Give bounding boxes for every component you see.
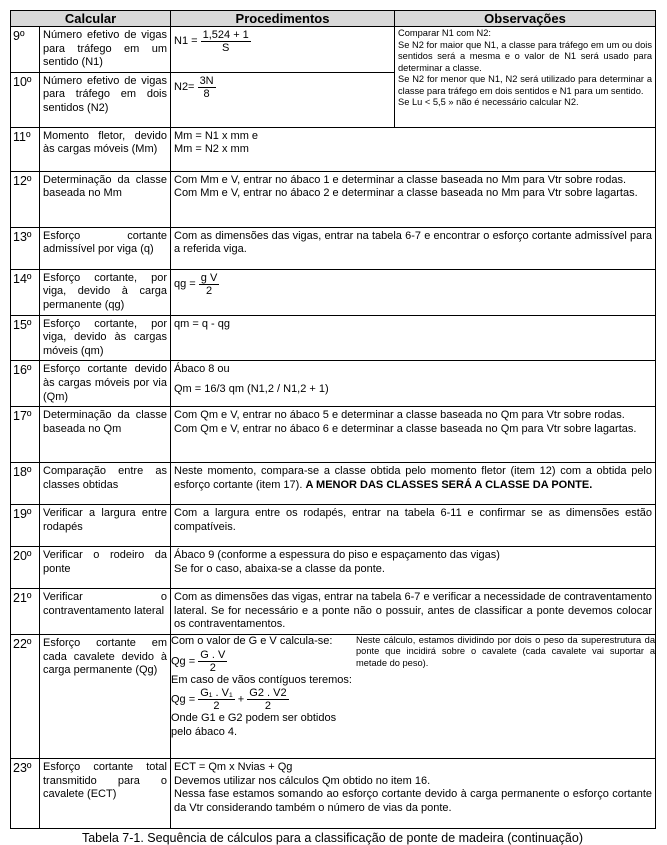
row-number: 10º [11, 72, 40, 127]
denominator: 2 [264, 700, 271, 713]
equation [174, 29, 251, 54]
calc-cell: Esforço cortante admissível por viga (q) [40, 227, 171, 269]
obs-cell [395, 27, 656, 128]
denominator: 2 [213, 700, 220, 713]
table-row [11, 758, 656, 828]
proc-cell [171, 634, 656, 758]
numerator: g V [200, 271, 218, 284]
proc-cell [171, 407, 656, 463]
proc-cell: Com as dimensões das vigas, entrar na tabela 6-7 e encontrar o esforço cortante admissível para a referida viga. [171, 227, 656, 269]
proc-cell [171, 547, 656, 589]
table-row [11, 269, 656, 315]
proc-cell [171, 269, 656, 315]
table-row [11, 463, 656, 505]
document-page [10, 10, 655, 845]
numerator: 3N [199, 74, 214, 87]
table-row [11, 127, 656, 171]
proc-cell: Com as dimensões das vigas, entrar na tabela 6-7 e verificar a necessidade de contraventamento lateral. Se for necessário e a ponte não o possuir, antes de classificar a ponte devemos colocar os contraventamentos. [171, 589, 656, 635]
numerator: G2 . V2 [249, 687, 287, 700]
proc-emphasis: A MENOR DAS CLASSES SERÁ A CLASSE DA PONTE. [305, 478, 593, 491]
calc-cell: Número efetivo de vigas para tráfego em dois sentidos (N2) [40, 72, 171, 127]
table-row [11, 27, 656, 73]
proc-line: Devemos utilizar nos cálculos Qm obtido no item 16. [174, 774, 431, 787]
calc-cell: Comparação entre as classes obtidas [40, 463, 171, 505]
calc-cell: Verificar o rodeiro da ponte [40, 547, 171, 589]
proc-cell: qm = q - qg [171, 315, 656, 361]
proc-cell [171, 127, 656, 171]
calc-cell: Esforço cortante total transmitido para o cavalete (ECT) [40, 758, 171, 828]
denominator: 8 [203, 87, 210, 100]
proc-line: Com Mm e V, entrar no ábaco 1 e determinar a classe baseada no Mm para Vtr sobre rodas. [174, 173, 627, 186]
numerator: G . V [200, 648, 226, 661]
obs-line: Se N2 for menor que N1, N2 será utilizado para determinar a classe para tráfego em dois sentidos e N1 para um sentido. [398, 74, 652, 96]
calc-cell: Verificar o contraventamento lateral [40, 589, 171, 635]
header-calcular: Calcular [11, 11, 171, 27]
header-procedimentos: Procedimentos [171, 11, 395, 27]
table-row [11, 547, 656, 589]
fraction [199, 272, 220, 297]
eq-lhs: N1 = [174, 35, 198, 48]
proc-line: Com Qm e V, entrar no ábaco 5 e determinar a classe baseada no Qm para Vtr sobre rodas. [174, 409, 625, 422]
proc-cell [171, 361, 656, 407]
numerator: 1,524 + 1 [202, 29, 249, 41]
eq-lhs: Qg = [171, 693, 196, 706]
row-number: 23º [11, 758, 40, 828]
header-observacoes: Observações [395, 11, 656, 27]
proc-line: Mm = N1 x mm e [174, 129, 259, 142]
table-header-row [11, 11, 656, 27]
numerator: G₁ . V₁ [200, 687, 233, 700]
proc-line: Nessa fase estamos somando ao esforço cortante devido à carga permanente o esforço cortante da Vtr considerando também o número de vias da ponte. [174, 788, 652, 814]
obs-line: Se Lu < 5,5 » não é necessário calcular N2. [398, 97, 579, 107]
table-row [11, 407, 656, 463]
fraction [198, 687, 234, 712]
proc-line: Se for o caso, abaixa-se a classe da ponte. [174, 562, 385, 575]
denominator: 2 [209, 661, 216, 674]
row-number: 19º [11, 505, 40, 547]
row-number: 21º [11, 589, 40, 635]
row-number: 18º [11, 463, 40, 505]
obs-line: Se N2 for maior que N1, a classe para tráfego em um ou dois sentidos será a mesma e o valor de N1 será usado para determinar a classe. [398, 39, 652, 73]
proc-cell [171, 72, 395, 127]
calc-cell: Verificar a largura entre rodapés [40, 505, 171, 547]
proc-left [171, 635, 356, 739]
equation [174, 74, 216, 100]
proc-line: ECT = Qm x Nvias + Qg [174, 760, 293, 773]
table-row [11, 634, 656, 758]
table-row [11, 505, 656, 547]
table-row [11, 227, 656, 269]
proc-cell [171, 758, 656, 828]
table-row [11, 315, 656, 361]
row-number: 15º [11, 315, 40, 361]
proc-line: Ábaco 9 (conforme a espessura do piso e espaçamento das vigas) [174, 549, 500, 562]
proc-cell [171, 27, 395, 73]
denominator: 2 [205, 284, 213, 297]
fraction [198, 649, 227, 674]
calc-cell: Esforço cortante devido às cargas móveis por via (Qm) [40, 361, 171, 407]
table-caption: Tabela 7-1. Sequência de cálculos para a classificação de ponte de madeira (continuação) [81, 830, 583, 845]
row-number: 13º [11, 227, 40, 269]
table-row [11, 361, 656, 407]
proc-line: Com Mm e V, entrar no ábaco 2 e determinar a classe baseada no Mm para Vtr sobre lagartas. [174, 187, 638, 200]
eq-lhs: Qg = [171, 654, 196, 667]
equation [171, 649, 356, 674]
calc-cell: Esforço cortante, por viga, devido às cargas móveis (qm) [40, 315, 171, 361]
row-number: 9º [11, 27, 40, 73]
calc-cell: Esforço cortante, por viga, devido à carga permanente (qg) [40, 269, 171, 315]
calc-cell: Esforço cortante em cada cavalete devido à carga permanente (Qg) [40, 634, 171, 758]
eq-lhs: qg = [174, 278, 196, 291]
proc-line: Com o valor de G e V calcula-se: [171, 634, 333, 647]
row-number: 17º [11, 407, 40, 463]
obs-line: Comparar N1 com N2: [398, 28, 491, 38]
obs-cell: Neste cálculo, estamos dividindo por dois o peso da superestrutura da ponte que incidirá sobre o cavalete (cada cavalete vai suportar a metade do peso). [356, 634, 655, 668]
row-number: 12º [11, 171, 40, 227]
denominator: S [222, 42, 230, 54]
proc-line: Qm = 16/3 qm (N1,2 / N1,2 + 1) [174, 382, 329, 395]
fraction [247, 687, 288, 712]
calc-cell: Determinação da classe baseada no Qm [40, 407, 171, 463]
eq-lhs: N2= [174, 81, 195, 94]
split-cell [171, 635, 655, 739]
table-row [11, 589, 656, 635]
table-row [11, 171, 656, 227]
equation [174, 271, 219, 297]
proc-line: Em caso de vãos contíguos teremos: [171, 673, 352, 686]
proc-cell [171, 171, 656, 227]
row-number: 20º [11, 547, 40, 589]
fraction [201, 29, 251, 54]
fraction [198, 75, 216, 100]
row-number: 16º [11, 361, 40, 407]
row-number: 22º [11, 634, 40, 758]
calculation-table [10, 10, 656, 829]
proc-cell [171, 463, 656, 505]
proc-line: Ábaco 8 ou [174, 363, 230, 376]
calc-cell: Determinação da classe baseada no Mm [40, 171, 171, 227]
proc-line: Mm = N2 x mm [174, 143, 249, 156]
calc-cell: Momento fletor, devido às cargas móveis (Mm) [40, 127, 171, 171]
proc-line: Com Qm e V, entrar no ábaco 6 e determinar a classe baseada no Qm para Vtr sobre lagartas. [174, 422, 637, 435]
row-number: 14º [11, 269, 40, 315]
calc-cell: Número efetivo de vigas para tráfego em um sentido (N1) [40, 27, 171, 73]
proc-line: Onde G1 e G2 podem ser obtidos pelo ábaco 4. [171, 712, 337, 738]
equation [171, 687, 356, 712]
proc-text: Neste momento, compara-se a classe obtida pelo momento fletor (item 12) com a obtida pelo esforço cortante (item 17). [174, 465, 652, 491]
row-number: 11º [11, 127, 40, 171]
proc-cell: Com a largura entre os rodapés, entrar na tabela 6-11 e confirmar se as dimensões estão compatíveis. [171, 505, 656, 547]
plus-sign: + [237, 693, 245, 706]
